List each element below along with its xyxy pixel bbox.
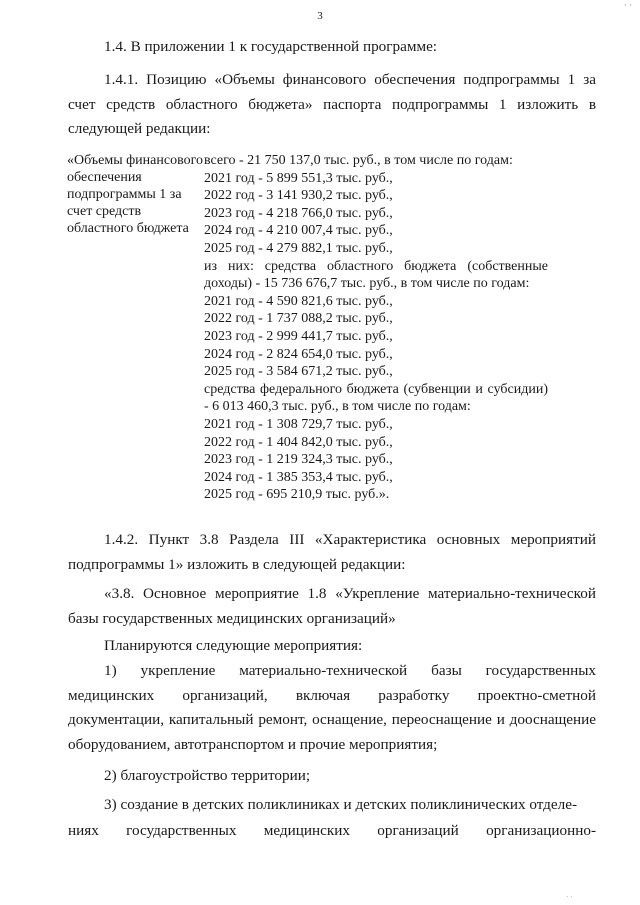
paragraph-3-8: «3.8. Основное мероприятие 1.8 «Укрепление материально-технической базы государственных медицинских организаций» <box>68 585 596 627</box>
funding-line: 2021 год - 4 590 821,6 тыс. руб., <box>204 293 393 309</box>
funding-line: 2021 год - 1 308 729,7 тыс. руб., <box>204 416 393 432</box>
funding-line: 2024 год - 2 824 654,0 тыс. руб., <box>204 346 393 362</box>
funding-line: 2025 год - 695 210,9 тыс. руб.». <box>204 487 390 503</box>
paragraph-planned: Планируются следующие мероприятия: <box>104 637 363 654</box>
heading-1-4: 1.4. В приложении 1 к государственной программе: <box>104 38 438 55</box>
list-item-2: 2) благоустройство территории; <box>104 767 311 784</box>
paragraph-1-4-1: 1.4.1. Позицию «Объемы финансового обеспечения подпрограммы 1 за счет средств областного бюджета» паспорта подпрограммы 1 изложить в следующей редакции: <box>68 71 596 137</box>
list-item-3-line-2: ниях государственных медицинских организаций организационно- <box>68 822 596 839</box>
list-item-3-line-1: 3) создание в детских поликлиниках и детских поликлинических отделе- <box>104 796 578 813</box>
funding-line: всего - 21 750 137,0 тыс. руб., в том числе по годам: <box>204 153 513 168</box>
funding-line: 2025 год - 3 584 671,2 тыс. руб., <box>204 364 393 380</box>
bottom-mark: · · <box>566 893 573 901</box>
corner-mark: · · <box>623 0 632 10</box>
funding-line: 2025 год - 4 279 882,1 тыс. руб., <box>204 240 393 256</box>
paragraph-1-4-2: 1.4.2. Пункт 3.8 Раздела III «Характеристика основных мероприятий подпрограммы 1» изложить в следующей редакции: <box>68 531 596 573</box>
funding-line: 2022 год - 1 404 842,0 тыс. руб., <box>204 434 393 450</box>
table-right-cell <box>204 152 548 504</box>
page-number: 3 <box>317 10 323 22</box>
funding-line: из них: средства областного бюджета (собственные доходы) - 15 736 676,7 тыс. руб., в том числе по годам: <box>204 258 548 292</box>
funding-line: 2023 год - 1 219 324,3 тыс. руб., <box>204 452 393 468</box>
funding-line: средства федерального бюджета (субвенции и субсидии) - 6 013 460,3 тыс. руб., в том числе по годам: <box>204 381 548 415</box>
funding-line: 2024 год - 4 210 007,4 тыс. руб., <box>204 223 393 239</box>
funding-line: 2022 год - 3 141 930,2 тыс. руб., <box>204 188 393 204</box>
funding-line: 2022 год - 1 737 088,2 тыс. руб., <box>204 311 393 327</box>
funding-line: 2023 год - 2 999 441,7 тыс. руб., <box>204 328 393 344</box>
funding-line: 2023 год - 4 218 766,0 тыс. руб., <box>204 205 393 221</box>
list-item-1: 1) укрепление материально-технической базы государственных медицинских организаций, включая разработку проектно-сметной документации, капитальный ремонт, оснащение, переоснащение и дооснащение оборудованием, автотранспортом и прочие мероприятия; <box>68 662 596 753</box>
funding-line: 2024 год - 1 385 353,4 тыс. руб., <box>204 469 393 485</box>
funding-line: 2021 год - 5 899 551,3 тыс. руб., <box>204 170 393 186</box>
table-left-cell: «Объемы финансового обеспечения подпрограммы 1 за счет средств областного бюджета <box>67 153 203 236</box>
